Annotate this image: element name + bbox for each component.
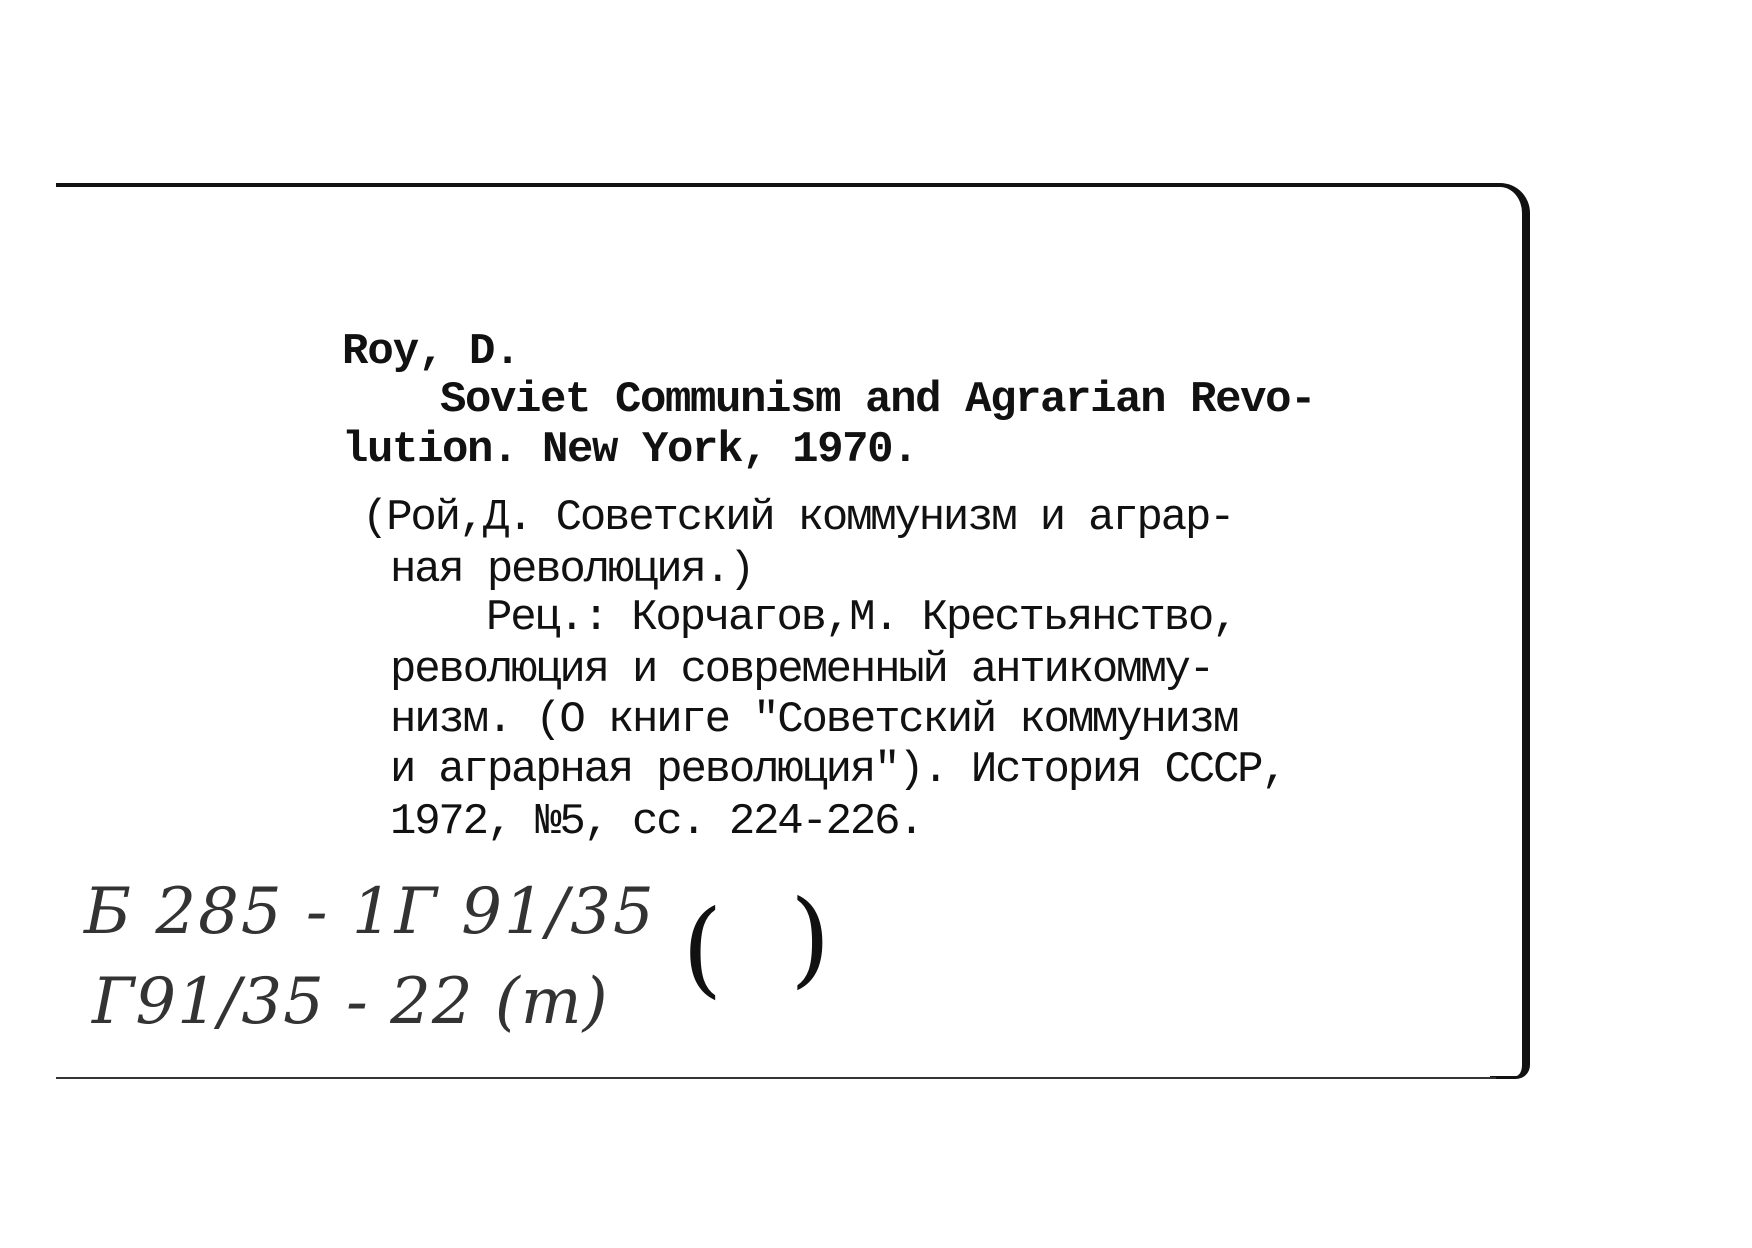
stamp-bracket-left: ( xyxy=(682,887,723,1009)
review-line-1: Рец.: Корчагов,М. Крестьянство, xyxy=(486,593,1237,643)
review-line-2: революция и современный антикомму- xyxy=(390,645,1213,695)
book-title-line-2: lution. New York, 1970. xyxy=(342,425,918,475)
handwritten-shelf-mark-2: Г91/35 - 22 (т) xyxy=(92,965,609,1039)
card-top-border xyxy=(56,183,1496,187)
card-right-border xyxy=(1490,183,1530,1079)
author-name: Roy, D. xyxy=(342,327,520,377)
stamp-bracket-right: ) xyxy=(790,877,831,999)
review-line-4: и аграрная революция"). История СССР, xyxy=(390,745,1286,795)
review-line-5: 1972, №5, сс. 224-226. xyxy=(390,797,923,847)
translation-line-1: (Рой,Д. Советский коммунизм и аграр- xyxy=(362,493,1234,543)
translation-line-2: ная революция.) xyxy=(390,545,754,595)
review-line-3: низм. (О книге "Советский коммунизм xyxy=(390,695,1238,745)
book-title-line-1: Soviet Communism and Agrarian Revo- xyxy=(440,375,1316,425)
handwritten-shelf-mark-1: Б 285 - 1Г 91/35 xyxy=(84,875,656,949)
card-bottom-border xyxy=(56,1077,1496,1079)
